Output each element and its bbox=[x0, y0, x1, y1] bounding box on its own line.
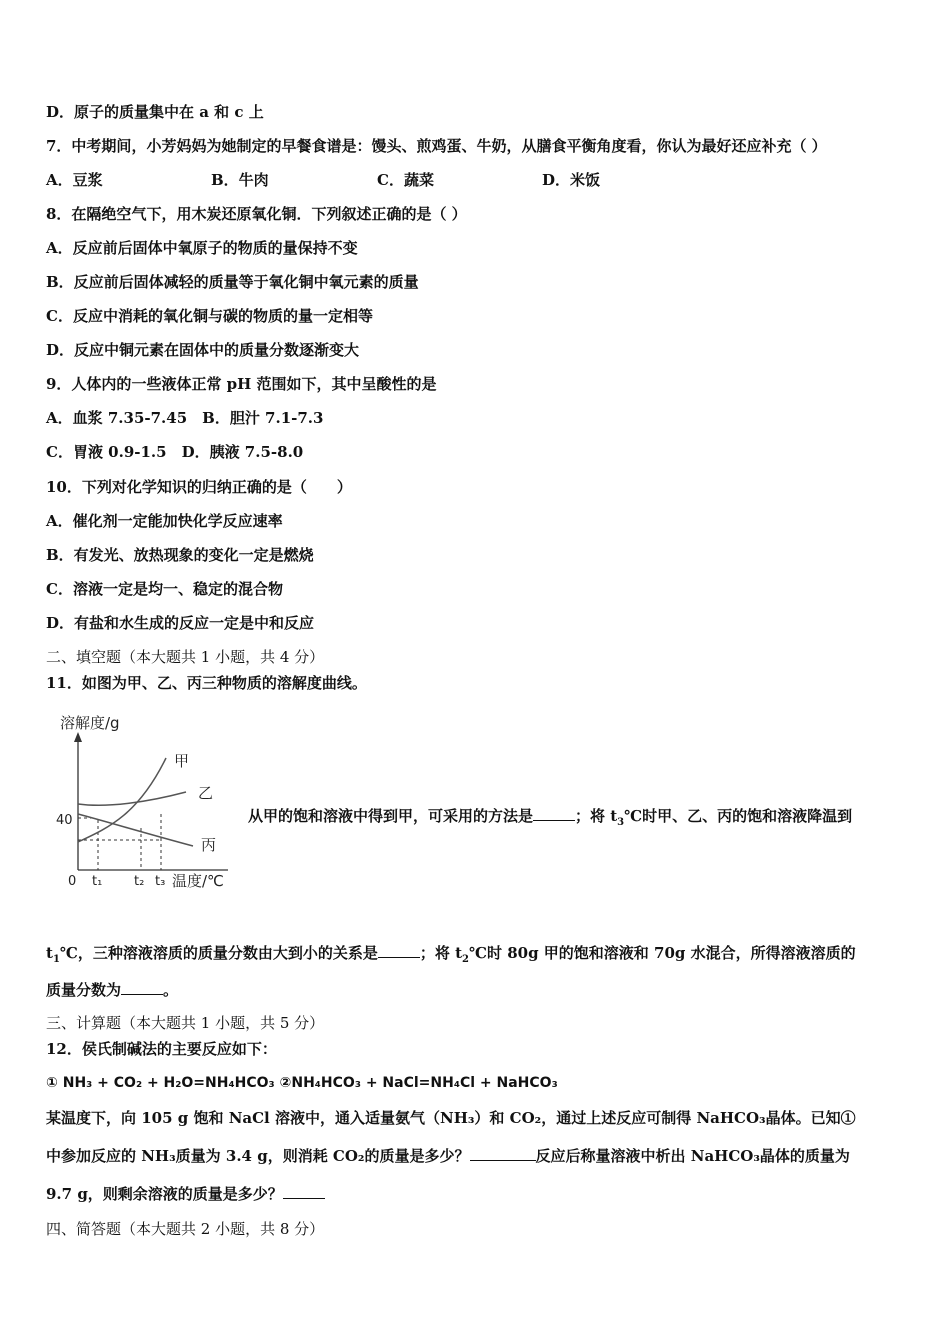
series-label-jia: 甲 bbox=[174, 752, 190, 770]
q12-body2 bbox=[46, 1146, 850, 1166]
series-label-bing: 丙 bbox=[201, 836, 217, 854]
x-tick-t1: t₁ bbox=[92, 874, 103, 889]
section3-title: 三、计算题（本大题共 1 小题，共 5 分） bbox=[46, 1014, 325, 1032]
q12-body2-b: 反应后称量溶液中析出 NaHCO₃晶体的质量为 bbox=[535, 1147, 850, 1165]
q11-line1 bbox=[248, 806, 852, 833]
q11-line3 bbox=[46, 980, 178, 1000]
q11-line2-b: ℃，三种溶液溶质的质量分数由大到小的关系是 bbox=[59, 944, 378, 962]
q11-text-b-sub: 3 bbox=[617, 817, 625, 828]
q7-stem: 7．中考期间，小芳妈妈为她制定的早餐食谱是：馒头、煎鸡蛋、牛奶，从膳食平衡角度看，你认为最好还应补充（ ） bbox=[46, 137, 827, 155]
q10-option-d: D．有盐和水生成的反应一定是中和反应 bbox=[46, 614, 315, 632]
curve-bing bbox=[78, 814, 193, 846]
q9-options-row2: C．胃液 0.9-1.5 D．胰液 7.5-8.0 bbox=[46, 443, 304, 461]
q10-option-b: B．有发光、放热现象的变化一定是燃烧 bbox=[46, 546, 314, 564]
y-axis-arrow bbox=[74, 732, 82, 742]
q11-line2-a: t bbox=[46, 944, 53, 962]
chart-ylabel: 溶解度/g bbox=[60, 714, 120, 732]
q12-body2-a: 中参加反应的 NH₃质量为 3.4 g，则消耗 CO₂的质量是多少？ bbox=[46, 1147, 470, 1165]
q11-line3-end: 。 bbox=[163, 981, 179, 999]
q11-text-a: 从甲的饱和溶液中得到甲，可采用的方法是 bbox=[248, 807, 534, 825]
y-tick-40: 40 bbox=[56, 813, 73, 828]
q12-blank-1[interactable] bbox=[470, 1146, 536, 1161]
q9-options-row1: A．血浆 7.35-7.45 B．胆汁 7.1-7.3 bbox=[46, 409, 324, 427]
q11-stem: 11．如图为甲、乙、丙三种物质的溶解度曲线。 bbox=[46, 674, 367, 692]
q11-text-c: ℃时甲、乙、丙的饱和溶液降温到 bbox=[624, 807, 853, 825]
curve-yi bbox=[78, 792, 186, 805]
q8-option-c: C．反应中消耗的氧化铜与碳的物质的量一定相等 bbox=[46, 307, 373, 325]
chart-xlabel: 温度/℃ bbox=[172, 872, 224, 890]
q9-stem: 9．人体内的一些液体正常 pH 范围如下，其中呈酸性的是 bbox=[46, 375, 437, 393]
q11-line2-d: ℃时 80g 甲的饱和溶液和 70g 水混合，所得溶液溶质的 bbox=[469, 944, 856, 962]
q7-option-b: B．牛肉 bbox=[211, 171, 269, 189]
q12-blank-2[interactable] bbox=[283, 1184, 325, 1199]
q11-line2-c: ；将 t bbox=[419, 944, 463, 962]
section2-title: 二、填空题（本大题共 1 小题，共 4 分） bbox=[46, 648, 325, 666]
q8-stem: 8．在隔绝空气下，用木炭还原氧化铜．下列叙述正确的是（ ） bbox=[46, 205, 467, 223]
q12-body3-text: 9.7 g，则剩余溶液的质量是多少？ bbox=[46, 1185, 283, 1203]
solubility-chart bbox=[48, 710, 238, 895]
q8-option-a: A．反应前后固体中氧原子的物质的量保持不变 bbox=[46, 239, 358, 257]
q7-option-c: C．蔬菜 bbox=[377, 171, 434, 189]
q7-option-a: A．豆浆 bbox=[46, 171, 103, 189]
q6-option-d: D．原子的质量集中在 a 和 c 上 bbox=[46, 103, 264, 121]
q11-blank-3[interactable] bbox=[121, 980, 163, 995]
q11-blank-1[interactable] bbox=[533, 806, 575, 821]
q12-body1: 某温度下，向 105 g 饱和 NaCl 溶液中，通入适量氨气（NH₃）和 CO₂，通过上述反应可制得 NaHCO₃晶体。已知① bbox=[46, 1109, 856, 1127]
q11-text-b: ；将 t bbox=[575, 807, 618, 825]
series-label-yi: 乙 bbox=[198, 784, 214, 802]
q12-stem: 12．侯氏制碱法的主要反应如下： bbox=[46, 1040, 277, 1058]
x-tick-t2: t₂ bbox=[134, 874, 145, 889]
q10-option-c: C．溶液一定是均一、稳定的混合物 bbox=[46, 580, 283, 598]
q7-option-d: D．米饭 bbox=[542, 171, 601, 189]
section4-title: 四、简答题（本大题共 2 小题，共 8 分） bbox=[46, 1220, 325, 1238]
q10-stem: 10．下列对化学知识的归纳正确的是（ ） bbox=[46, 478, 352, 496]
q8-option-d: D．反应中铜元素在固体中的质量分数逐渐变大 bbox=[46, 341, 360, 359]
x-tick-t3: t₃ bbox=[155, 874, 166, 889]
q11-line2 bbox=[46, 943, 856, 970]
q12-body3 bbox=[46, 1184, 325, 1204]
q11-line2-a-sub: 1 bbox=[52, 954, 60, 965]
q11-blank-2[interactable] bbox=[378, 943, 420, 958]
q10-option-a: A．催化剂一定能加快化学反应速率 bbox=[46, 512, 283, 530]
q11-line2-c-sub: 2 bbox=[462, 954, 470, 965]
q8-option-b: B．反应前后固体减轻的质量等于氧化铜中氧元素的质量 bbox=[46, 273, 419, 291]
x-tick-0: 0 bbox=[68, 874, 77, 889]
q12-reaction: ① NH₃ + CO₂ + H₂O=NH₄HCO₃ ②NH₄HCO₃ + NaCl=NH₄Cl + NaHCO₃ bbox=[46, 1075, 558, 1091]
q11-line3-text: 质量分数为 bbox=[46, 981, 122, 999]
